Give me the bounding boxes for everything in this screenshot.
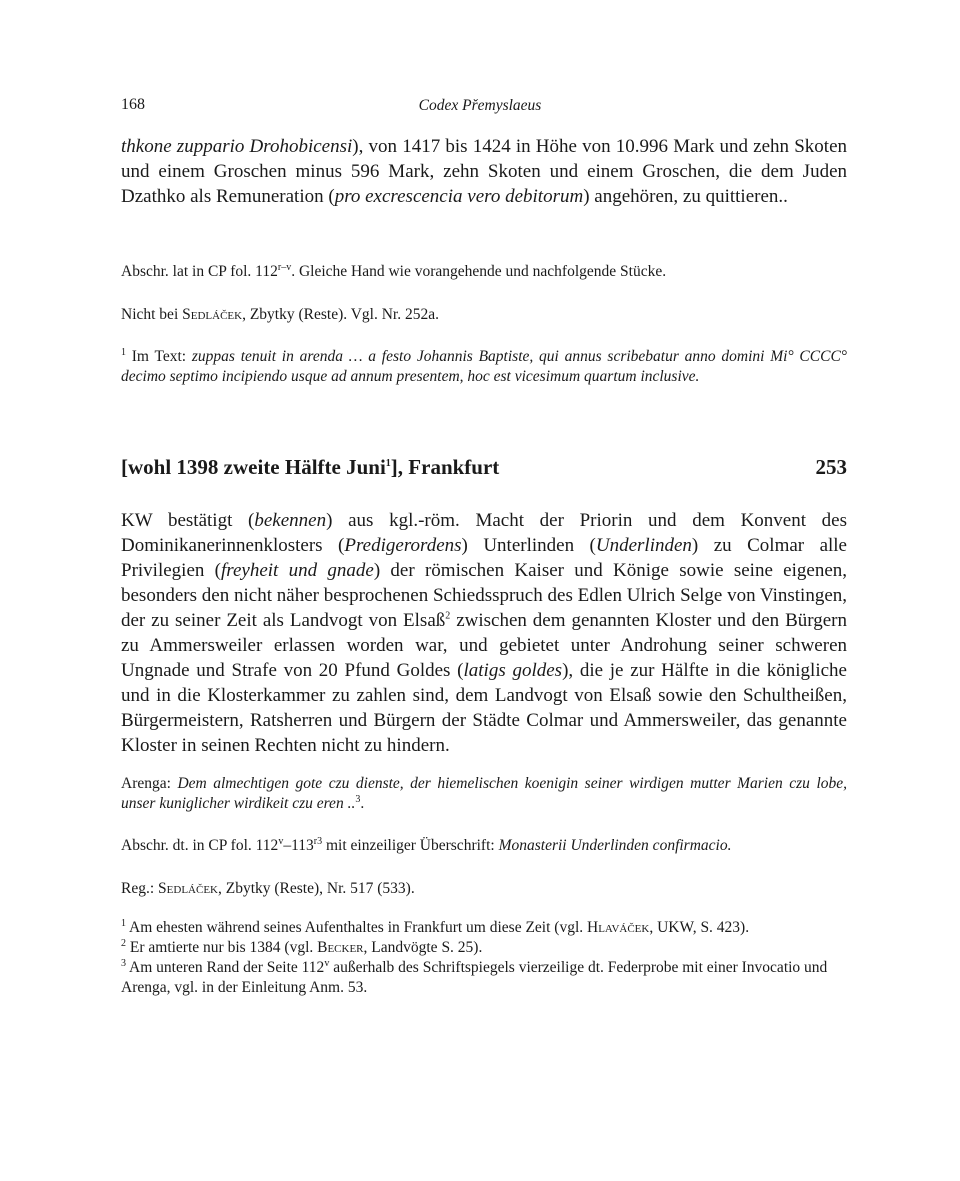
text-italic: Dem almechtigen gote czu dienste, der hiemelischen koenigin seiner wirdigen mutter Marien czu lobe, unser kuniglicher wirdikeit czu eren .. [121,775,848,812]
footnote-marker: 1 [385,458,391,469]
small-caps-author: Becker [317,939,364,956]
superscript: v [324,957,330,969]
text-span: , Landvögte S. 25). [363,939,483,956]
small-caps-author: Sedláček [158,880,218,897]
entry-regest [121,508,847,758]
arenga-label: Arenga: [121,775,178,792]
text-span: . Gleiche Hand wie vorangehende und nachfolgende Stücke. [291,263,667,280]
entry-date-place [121,455,499,480]
text-span: –113 [283,837,314,854]
text-span: zwischen dem genannten Kloster und den Bürgern zu Ammersweiler erlassen worden war, und gebietet unter Androhung seiner schweren Ungnade und Strafe von 20 Pfund Goldes ( [121,610,847,681]
text-span: , UKW, S. 423). [649,919,750,936]
text-span: ], Frankfurt [390,455,500,479]
superscript: r3 [313,835,323,847]
prev-abschr-note [121,262,847,282]
page-number: 168 [121,96,145,113]
superscript: v [278,835,284,847]
text-span: Abschr. lat in CP fol. 112 [121,263,278,280]
footnote-marker: 1 [121,917,126,929]
prev-footnote-1 [121,347,847,387]
text-span: , Zbytky (Reste), Nr. 517 (533). [217,880,415,897]
entry-number: 253 [815,455,847,479]
text-italic: thkone zuppario Drohobicensi [121,136,353,157]
footnote-marker: 1 [121,346,126,358]
footnote-marker: 2 [445,610,451,622]
text-italic: zuppas tenuit in arenda … a festo Johannis Baptiste, qui annus scribebatur anno domini Mi° CCCC° decimo septimo incipiendo usque ad annum presentem, hoc est vicesimum quartum inclusive. [121,348,847,385]
reg-note [121,879,847,899]
footnote-marker: 3 [355,793,361,805]
text-span: Am ehesten während seines Aufenthaltes in Frankfurt um diese Zeit (vgl. [126,919,588,936]
text-italic: Predigerordens [344,535,462,556]
text-italic: Monasterii Underlinden confirmacio. [498,837,732,854]
text-span: ) der römischen Kaiser und Könige sowie seine eigenen, besonders den nicht näher besprochenen Schiedsspruch des Edlen Ulrich Selge von Vinstingen, der zu seiner Zeit als Landvogt von Elsaß [121,560,847,631]
running-title: Codex Přemyslaeus [418,97,542,114]
footnote-3 [121,958,847,998]
text-italic: latigs goldes [463,660,563,681]
footnote-marker: 2 [121,937,126,949]
text-span: KW bestätigt ( [121,510,255,531]
prev-entry-text [121,134,847,209]
small-caps-author: Sedláček [182,306,243,323]
text-span: ) aus kgl.-röm. Macht der Priorin und dem Konvent des Dominikanerinnenklosters ( [121,510,848,556]
text-span: Abschr. dt. in CP fol. 112 [121,837,279,854]
text-span: , Zbytky (Reste). Vgl. Nr. 252a. [242,306,439,323]
text-span: ) zu Colmar alle Privilegien ( [121,535,847,581]
text-italic: pro excrescencia vero debitorum [334,186,584,207]
text-span: Reg.: [121,880,159,897]
text-span: mit einzeiliger Überschrift: [322,837,499,854]
superscript: r–v [277,261,292,273]
text-span: . [360,795,365,812]
text-span: ) Unterlinden ( [461,535,596,556]
abschr-note [121,836,847,856]
text-italic: Underlinden [595,535,692,556]
footnote-1 [121,918,847,938]
text-span: Nicht bei [121,306,183,323]
text-span: Im Text: [126,348,192,365]
prev-nicht-note [121,305,847,325]
arenga-note [121,774,847,814]
footnote-marker: 3 [121,957,126,969]
footnote-2 [121,938,847,958]
text-italic: bekennen [254,510,327,531]
text-span: ), von 1417 bis 1424 in Höhe von 10.996 Mark und zehn Skoten und einem Groschen minus 596 Mark, zehn Skoten und einem Groschen, die dem Juden Dzathko als Remuneration ( [121,136,847,207]
text-span: [wohl 1398 zweite Hälfte Juni [121,455,386,479]
text-span: ) angehören, zu quittieren.. [583,186,788,207]
text-span: ), die je zur Hälfte in die königliche und in die Klosterkammer zu zahlen sind, dem Landvogt von Elsaß sowie den Schultheißen, Bürgermeistern, Ratsherren und Bürgern der Städte Colmar und Ammersweiler, das genannte Kloster in seinen Rechten nicht zu hindern. [121,660,847,756]
small-caps-author: Hlaváček [587,919,650,936]
text-span: außerhalb des Schriftspiegels vierzeilige dt. Federprobe mit einer Invocatio und Arenga, vgl. in der Einleitung Anm. 53. [121,959,828,996]
text-span: Er amtierte nur bis 1384 (vgl. [126,939,318,956]
text-italic: freyheit und gnade [220,560,374,581]
entry-footnotes [121,918,847,998]
entry-heading [121,455,847,480]
text-span: Am unteren Rand der Seite 112 [126,959,325,976]
